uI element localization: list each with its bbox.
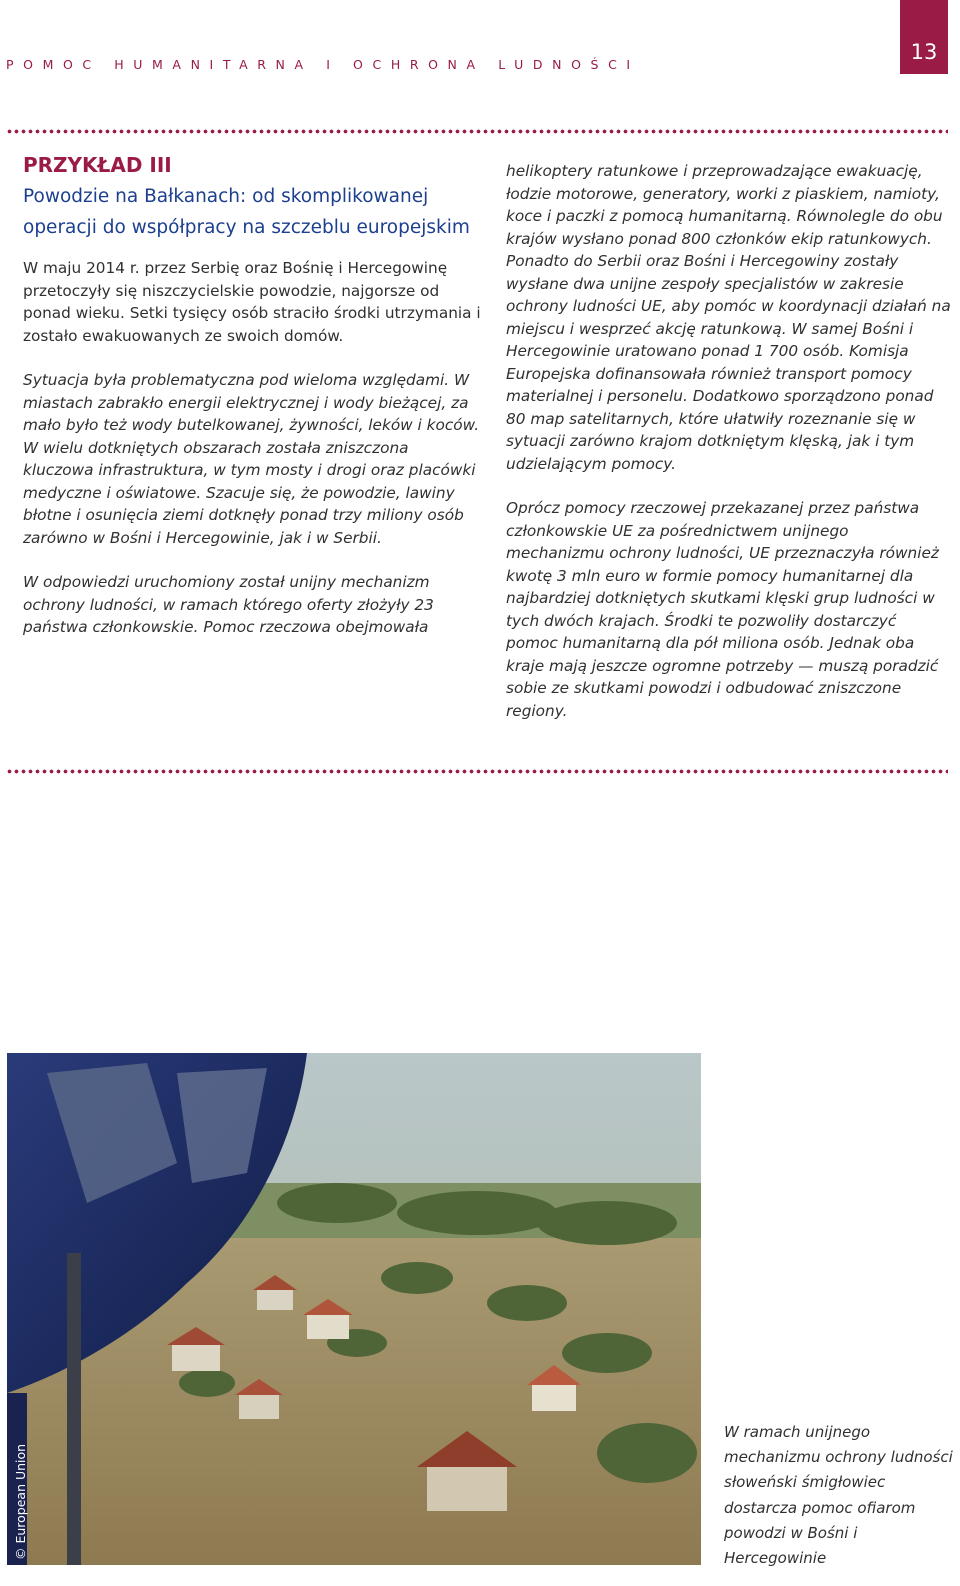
- photo-caption: W ramach unijnego mechanizmu ochrony ludności słoweński śmigłowiec dostarcza pomoc ofiarom powodzi w Bośni i Hercegowinie: [724, 1423, 953, 1568]
- left-column: [23, 148, 483, 639]
- example-title: Powodzie na Bałkanach: od skomplikowanej operacji do współpracy na szczeblu europejskim: [23, 186, 470, 238]
- example-label: PRZYKŁAD III: [23, 153, 172, 177]
- paragraph-intro: W maju 2014 r. przez Serbię oraz Bośnię i Hercegowinę przetoczyły się niszczycielskie powodzie, najgorsze od ponad wieku. Setki tysięcy osób straciło środki utrzymania i zostało ewakuowanych ze swoich domów.: [23, 259, 481, 345]
- right-column: [506, 160, 951, 722]
- paragraph-funding: Oprócz pomocy rzeczowej przekazanej przez państwa członkowskie UE za pośrednictwem unijnego mechanizmu ochrony ludności, UE przeznaczyła również kwotę 3 mln euro w formie pomocy humanitarnej dla najbardziej dotkniętych skutkami klęski grup ludności w tych dwóch krajach. Środki te pozwoliły dostarczyć pomoc humanitarną dla pół miliona osób. Jednak oba kraje mają jeszcze ogromne potrzeby — muszą poradzić sobie ze skutkami powodzi i odbudować zniszczone regiony.: [506, 499, 939, 720]
- running-header: POMOC HUMANITARNA I OCHRONA LUDNOŚCI: [6, 57, 640, 72]
- flood-photo: [7, 1053, 701, 1565]
- paragraph-situation: Sytuacja była problematyczna pod wieloma względami. W miastach zabrakło energii elektrycznej i wody bieżącej, za mało było też wody butelkowanej, żywności, leków i koców. W wielu dotkniętych obszarach została zniszczona kluczowa infrastruktura, w tym mosty i drogi oraz placówki medyczne i oświatowe. Szacuje się, że powodzie, lawiny błotne i osunięcia ziemi dotknęły ponad trzy miliony osób zarówno w Bośni i Hercegowinie, jak i w Serbii.: [23, 371, 480, 547]
- photo-credit-text: © European Union: [13, 1443, 28, 1560]
- paragraph-aid: helikoptery ratunkowe i przeprowadzające ewakuację, łodzie motorowe, generatory, worki z piaskiem, namioty, koce i paczki z pomocą humanitarną. Równolegle do obu krajów wysłano ponad 800 członków ekip ratunkowych. Ponadto do Serbii oraz Bośni i Hercegowiny zostały wysłane dwa unijne zespoły specjalistów w zakresie ochrony ludności UE, aby pomóc w koordynacji działań na miejscu i wesprzeć akcję ratunkową. W samej Bośni i Hercegowinie uratowano ponad 1 700 osób. Komisja Europejska dofinansowała również transport pomocy materialnej i personelu. Dodatkowo sporządzono ponad 80 map satelitarnych, które ułatwiły rozeznanie się w sytuacji zarówno krajom dotkniętym klęską, jak i tym udzielającym pomocy.: [506, 162, 951, 473]
- dotted-divider-bottom: [6, 769, 948, 774]
- page-number: 13: [900, 0, 948, 74]
- paragraph-response: W odpowiedzi uruchomiony został unijny mechanizm ochrony ludności, w ramach którego oferty złożyły 23 państwa członkowskie. Pomoc rzeczowa obejmowała: [23, 573, 434, 636]
- dotted-divider-top: [6, 129, 948, 134]
- photo-credit: [11, 1443, 31, 1560]
- flood-helicopter-image: [7, 1053, 701, 1565]
